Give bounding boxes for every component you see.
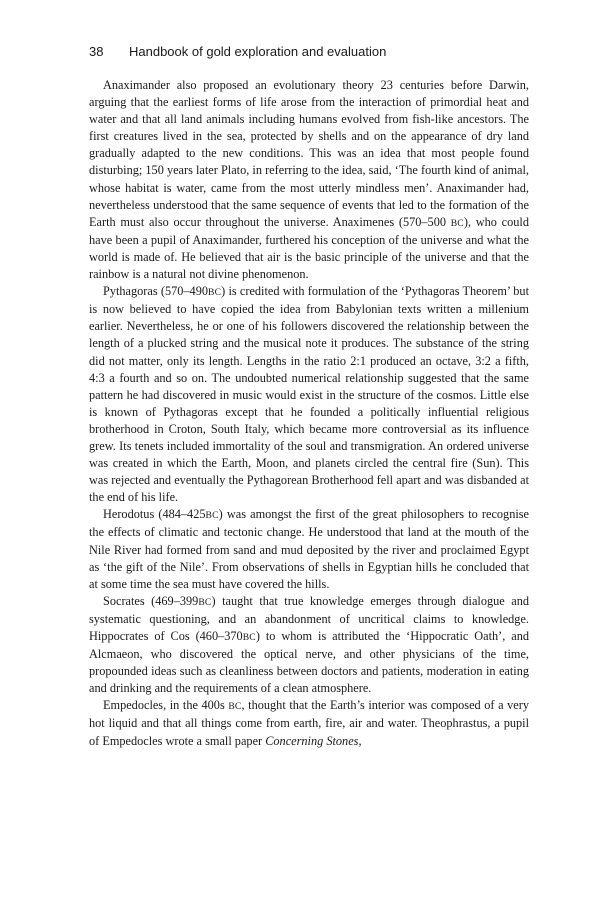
paragraph-text: ) is credited with formulation of the ‘Pythagoras Theorem’ but is now believed to have copied the idea from Babylonian texts written a millenium earlier. Nevertheless, he or one of his followers discovered the relationship between the length of a plucked string and the musical note it produces. The substance of the string did not matter, only its length. Lengths in the ratio 2:1 produced an octave, 3:2 a fifth, 4:3 a fourth and so on. The undoubted numerical relationship suggested that the same pattern he had discovered in music would exist in the structure of the cosmos. Little else is known of Pythagoras except that he founded a politically influential religious brotherhood in Croton, South Italy, which became more controversial as its influence grew. Its tenets included immortality of the soul and transmigration. An ordered universe was created in which the Earth, Moon, and planets circled the central fire (Sun). This was rejected and eventually the Pythagorean Brotherhood fell apart and was disbanded at the end of his life. [89,284,529,505]
running-head [89,44,529,62]
paragraph [89,593,529,698]
paragraph-text: Anaximander also proposed an evolutionary theory 23 centuries before Darwin, arguing that the earliest forms of life arose from the interaction of primordial heat and water and that all land animals including humans evolved from fish-like ancestors. The first creatures lived in the sea, protected by shells and on the appearance of dry land gradually adapted to the new conditions. This was an idea that most people found disturbing; 150 years later Plato, in referring to the idea, said, ‘The fourth kind of animal, whose habitat is water, came from the most utterly mindless men’. Anaximander had, nevertheless understood that the same sequence of events that led to the formation of the Earth must also occur throughout the universe. Anaximenes (570–500 [89,78,529,229]
paragraph-text: , thought that the Earth’s interior was composed of a very hot liquid and that all things come from earth, fire, air and water. Theophrastus, a pupil of Empedocles wrote a small paper [89,698,529,748]
paragraph-text: Pythagoras (570–490 [103,284,208,299]
paragraph [89,697,529,749]
paragraph [89,77,529,283]
era-abbreviation: BC [205,510,219,522]
paragraph [89,506,529,592]
paragraph-text: ) taught that true knowledge emerges through dialogue and systematic questioning, and an abandonment of uncritical claims to knowledge. Hippocrates of Cos (460–370 [89,593,529,643]
paragraph-text: ), who could have been a pupil of Anaximander, furthered his conception of the universe and what the world is made of. He believed that air is the basic principle of the universe and that the rainbow is a natural not divine phenomenon. [89,214,529,282]
era-abbreviation: BC [242,632,256,643]
running-title: Handbook of gold exploration and evaluation [129,44,387,59]
era-abbreviation: BC [198,596,212,608]
paragraph-text: Empedocles, in the 400s [103,698,229,713]
page-number: 38 [89,44,104,59]
paragraph [89,283,529,506]
paragraph-text: Socrates (469–399 [103,593,199,608]
paragraph-text: ) was amongst the first of the great philosophers to recognise the effects of climatic and tectonic change. He understood that land at the mouth of the Nile River had formed from sand and mud deposited by the river and proclaimed Egypt as ‘the gift of the Nile’. From observations of shells in Egyptian hills he concluded that at some time the sea must have covered the hills. [89,507,530,591]
body-text [89,77,529,750]
paragraph-text: Herodotus (484–425 [103,507,206,522]
era-abbreviation: BC [228,701,242,713]
era-abbreviation: BC [450,217,464,229]
era-abbreviation: BC [208,287,222,299]
paragraph-text: ) to whom is attributed the ‘Hippocratic Oath’, and Alcmaeon, who discovered the optical nerve, and other physicians of the time, propounded ideas such as cleanliness between doctors and patients, moderation in eating and drinking and the requirements of a clean atmosphere. [89,629,529,696]
italic-title: Concerning Stones, [265,733,362,748]
